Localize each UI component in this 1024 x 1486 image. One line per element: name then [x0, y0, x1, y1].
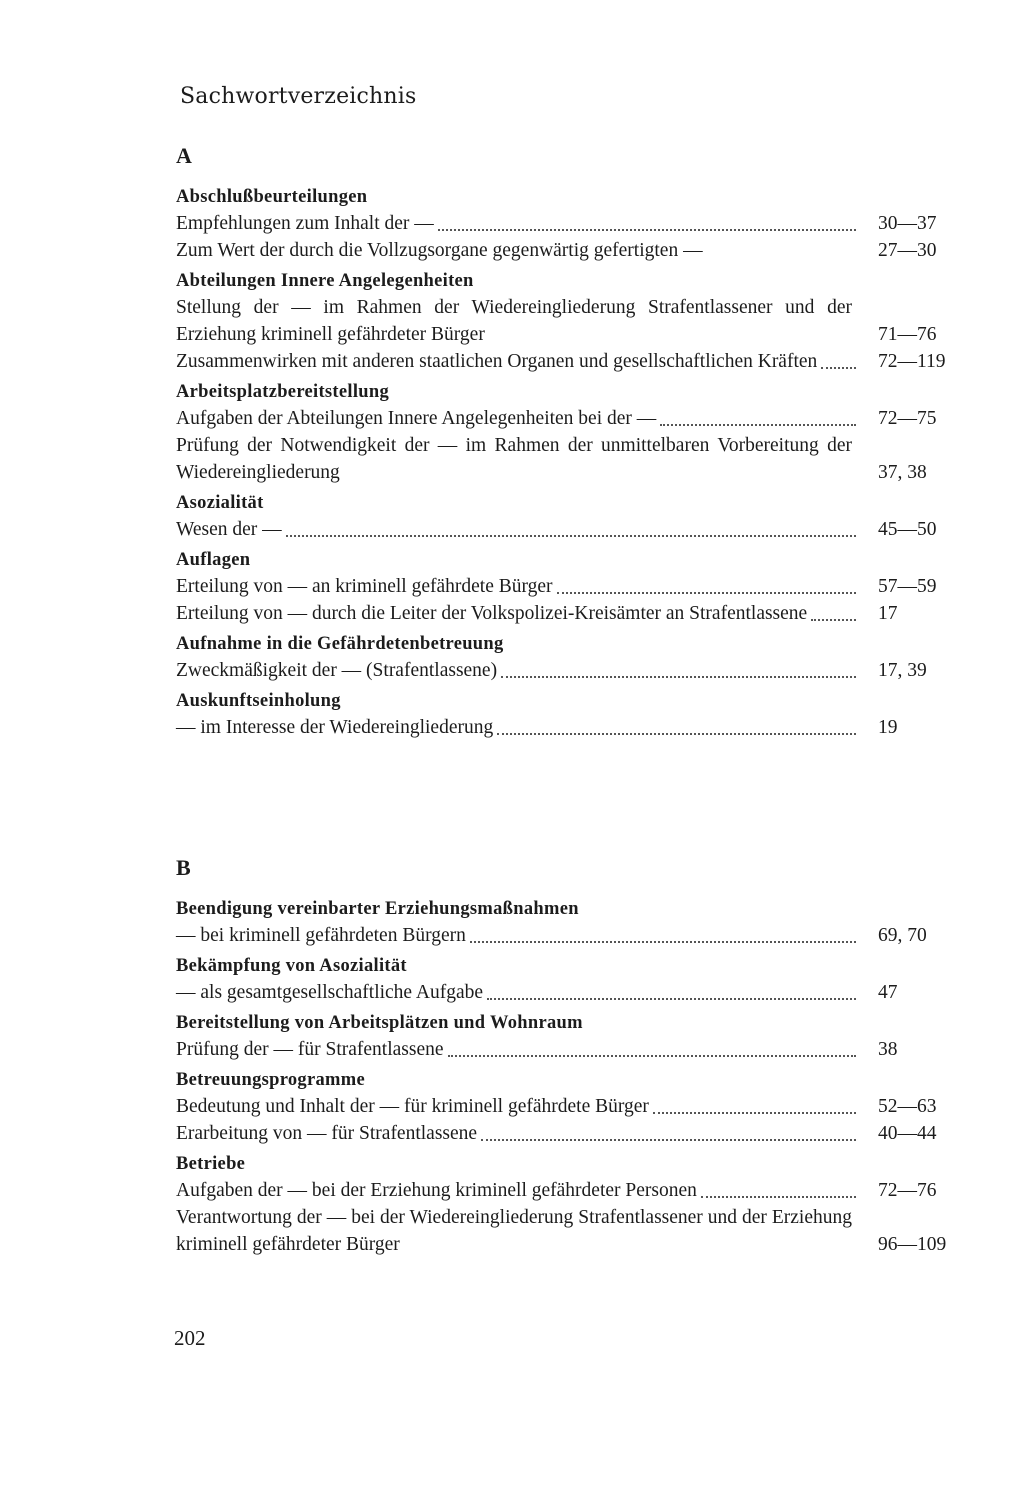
entry-page: 30—37	[878, 213, 937, 234]
leader-dots	[501, 676, 856, 678]
entry-page: 17, 39	[878, 660, 927, 681]
index-heading: Betreuungsprogramme	[176, 1070, 365, 1090]
entry-page: 71—76	[878, 324, 937, 345]
index-heading: Arbeitsplatzbereitstellung	[176, 382, 389, 402]
leader-dots	[497, 733, 856, 735]
entry-page: 19	[878, 717, 898, 738]
index-entry	[176, 405, 966, 432]
entry-page: 38	[878, 1039, 898, 1060]
leader-dots	[481, 1139, 856, 1141]
index-entry	[176, 714, 966, 741]
index-heading: Bekämpfung von Asozialität	[176, 956, 407, 976]
entry-text: Wesen der —	[176, 519, 282, 540]
entry-text: — im Interesse der Wiedereingliederung	[176, 717, 494, 738]
index-heading: Abschlußbeurteilungen	[176, 187, 368, 207]
leader-dots	[448, 1055, 856, 1057]
index-entry	[176, 1036, 966, 1063]
leader-dots	[438, 229, 856, 231]
entry-page: 69, 70	[878, 925, 927, 946]
index-entry	[176, 516, 966, 543]
index-heading: Asozialität	[176, 493, 264, 513]
index-entry	[176, 294, 966, 348]
leader-dots	[821, 367, 856, 369]
entry-page: 72—119	[878, 351, 946, 372]
index-entry	[176, 1177, 966, 1204]
leader-dots	[653, 1112, 856, 1114]
entry-text: Erarbeitung von — für Strafentlassene	[176, 1123, 478, 1144]
index-heading: Beendigung vereinbarter Erziehungsmaßnahmen	[176, 899, 579, 919]
section-letter: B	[176, 855, 191, 880]
index-heading: Auskunftseinholung	[176, 691, 341, 711]
index-entry	[176, 432, 966, 486]
entry-page: 72—76	[878, 1180, 937, 1201]
index-section-b	[176, 852, 966, 1258]
index-entry	[176, 600, 966, 627]
entry-text: Stellung der — im Rahmen der Wiedereingliederung Strafentlassener und der Erziehung kriminell gefährdeter Bürger	[176, 297, 852, 345]
entry-text: — bei kriminell gefährdeten Bürgern	[176, 925, 466, 946]
entry-text: Prüfung der Notwendigkeit der — im Rahmen der unmittelbaren Vorbereitung der Wiedereingliederung	[176, 435, 852, 483]
index-heading: Abteilungen Innere Angelegenheiten	[176, 271, 474, 291]
leader-dots	[286, 535, 856, 537]
entry-text: — als gesamtgesellschaftliche Aufgabe	[176, 982, 484, 1003]
entry-text: Empfehlungen zum Inhalt der —	[176, 213, 434, 234]
entry-page: 57—59	[878, 576, 937, 597]
index-entry	[176, 237, 966, 264]
index-heading: Betriebe	[176, 1154, 246, 1174]
section-letter: A	[176, 143, 192, 168]
entry-text: Aufgaben der Abteilungen Innere Angelegenheiten bei der —	[176, 408, 657, 429]
entry-page: 37, 38	[878, 462, 927, 483]
entry-text: Prüfung der — für Strafentlassene	[176, 1039, 444, 1060]
entry-page: 52—63	[878, 1096, 937, 1117]
index-entry	[176, 210, 966, 237]
index-heading: Aufnahme in die Gefährdetenbetreuung	[176, 634, 504, 654]
index-heading: Bereitstellung von Arbeitsplätzen und Wohnraum	[176, 1013, 583, 1033]
entry-page: 45—50	[878, 519, 937, 540]
entry-page: 27—30	[878, 240, 937, 261]
index-entry	[176, 348, 966, 375]
entry-text: Erteilung von — durch die Leiter der Volkspolizei-Kreisämter an Strafentlassene	[176, 603, 808, 624]
entry-text: Zusammenwirken mit anderen staatlichen Organen und gesellschaftlichen Kräften	[176, 351, 818, 372]
leader-dots	[470, 941, 856, 943]
entry-text: Aufgaben der — bei der Erziehung kriminell gefährdeter Personen	[176, 1180, 697, 1201]
entry-page: 17	[878, 603, 898, 624]
leader-dots	[701, 1196, 856, 1198]
index-entry	[176, 1120, 966, 1147]
leader-dots	[660, 424, 856, 426]
page-number: 202	[174, 1326, 206, 1350]
page-title: Sachwortverzeichnis	[180, 84, 417, 109]
entry-text: Verantwortung der — bei der Wiedereingliederung Strafentlassener und der Erziehung kriminell gefährdeter Bürger	[176, 1207, 852, 1255]
entry-page: 96—109	[878, 1234, 947, 1255]
leader-dots	[557, 592, 856, 594]
index-entry	[176, 1093, 966, 1120]
entry-text: Erteilung von — an kriminell gefährdete Bürger	[176, 576, 553, 597]
leader-dots	[487, 998, 856, 1000]
index-entry	[176, 979, 966, 1006]
index-entry	[176, 922, 966, 949]
index-section-a	[176, 140, 966, 741]
entry-page: 47	[878, 982, 898, 1003]
leader-dots	[811, 619, 856, 621]
index-entry	[176, 573, 966, 600]
index-heading: Auflagen	[176, 550, 251, 570]
entry-page: 40—44	[878, 1123, 937, 1144]
entry-text: Bedeutung und Inhalt der — für kriminell gefährdete Bürger	[176, 1096, 649, 1117]
entry-page: 72—75	[878, 408, 937, 429]
index-entry	[176, 657, 966, 684]
entry-text: Zum Wert der durch die Vollzugsorgane gegenwärtig gefertigten —	[176, 240, 703, 261]
index-entry	[176, 1204, 966, 1258]
entry-text: Zweckmäßigkeit der — (Strafentlassene)	[176, 660, 498, 681]
